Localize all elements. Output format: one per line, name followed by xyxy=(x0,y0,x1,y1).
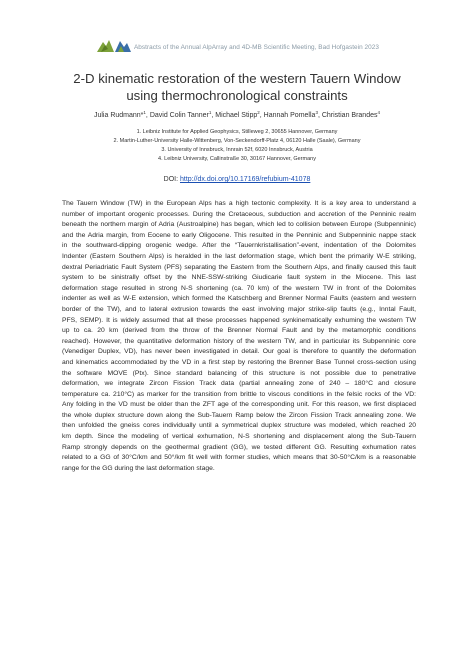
abstract-line: border of the TW), and to lateral extrusion towards the east involving major strike-slip faults (e.g., Inntal Fault, xyxy=(62,305,416,313)
page-title xyxy=(0,70,474,104)
abstract-line: indenter as well as W-E extension, which formed the Katschberg and Brenner Normal Faults (eastern and western xyxy=(62,295,416,303)
abstract-line: reached). However, the quantitative deformation history of the western TW, and in particular its Subpenninic core xyxy=(62,337,416,345)
abstract-line: dextral Periadriatic Fault System (PFS) separating the Eastern from the Southern Alps, and finally caused this fault xyxy=(62,263,416,271)
author-name: Hannah Pomella xyxy=(263,112,316,119)
abstract-line: Any folding in the VD must be older than the ZFT age of the corresponding unit. For this reason, we first displaced xyxy=(62,401,416,409)
author-affil-mark: 2 xyxy=(257,110,260,115)
doi-link[interactable]: http://dx.doi.org/10.17169/refubium-41078 xyxy=(179,176,311,183)
affiliation-item: 3. University of Innsbruck, Innrain 52f, 6020 Innsbruck, Austria xyxy=(161,147,313,154)
abstract-line: km depth. Since the modeling of vertical exhumation, N-S shortening and displacement along the Sub-Tauern xyxy=(62,433,416,441)
abstract-line: Ramp strongly depends on the geothermal gradient (GG), we tested different GG. Resulting exhumation rates xyxy=(62,443,416,451)
abstract-line: and kinematics accommodated by the VD in a first step by restoring the Brenner Base Tunnel cross-section using xyxy=(62,358,416,366)
header-text: Abstracts of the Annual AlpArray and 4D-MB Scientific Meeting, Bad Hofgastein 2023 xyxy=(134,44,379,51)
author-affil-mark: 1 xyxy=(208,110,212,115)
affiliations xyxy=(0,128,474,164)
conference-logos-icon xyxy=(96,34,132,54)
abstract-line: deformation stage resulted in strong N-S shortening (ca. 70 km) of the western TW in front of the Dolomites xyxy=(62,284,416,292)
abstract-line: deformation, we integrate Zircon Fission Track data (partial annealing zone of 240 – 180°C and closure xyxy=(62,380,416,388)
abstract-line: and the Adria margin, from Eocene to early Oligocene. This resulted in the Penninic and Subpenninic nappe stack xyxy=(62,231,416,239)
abstract-line: The Tauern Window (TW) in the European Alps has a high tectonic complexity. It is a key area to understand a xyxy=(62,200,416,207)
abstract-line: range for the GG during the last deformation stage. xyxy=(62,464,215,472)
abstract-line: system to be sinistrally offset by the NNE-SSW-striking Giudicarie fault system in the Miocene. This last xyxy=(62,274,416,282)
abstract-line: PFS, SEMP). It is widely assumed that all these processes happened synkinematically exhuming the western TW xyxy=(62,316,416,324)
abstract-line: number of important orogenic processes. During the Cretaceous, subduction and accretion of the Penninic realm xyxy=(62,210,416,218)
abstract-line: related to a GG of 30°C/km and 50°/km fit well with former studies, which means that 30-50°C/km is a reasonable xyxy=(62,454,416,462)
author-name: Michael Stipp xyxy=(215,112,258,119)
abstract-line: up to ca. 20 km (derived from the throw of the Brenner Normal Fault and by the metamorphic conditions xyxy=(62,327,416,335)
abstract-line: (Venediger Duplex, VD), has never been investigated in detail. Our goal is therefore to quantify the deformation xyxy=(62,348,416,356)
title-line-1: 2-D kinematic restoration of the western Tauern Window xyxy=(73,71,401,86)
abstract-line: temperature ca. 210°C) as marker for the transition from brittle to viscous conditions in the felsic rocks of the VD: xyxy=(62,390,416,398)
title-line-2: using thermochronological constraints xyxy=(126,88,348,103)
doi-label: DOI: xyxy=(163,176,179,183)
author-affil-mark: 4 xyxy=(377,110,380,115)
author-name: David Colin Tanner xyxy=(149,112,209,119)
abstract-line: the software MOVE (Ptx). Since standard balancing of this structure is not possible due to penetrative xyxy=(62,369,416,377)
doi-line xyxy=(0,176,474,183)
author-name: Julia Rudmann* xyxy=(93,112,144,119)
author-name: Christian Brandes xyxy=(321,112,378,119)
affiliation-item: 1. Leibniz Institute for Applied Geophysics, Stilleweg 2, 30655 Hannover, Germany xyxy=(136,129,338,135)
abstract-line: the whole duplex structure down along the Sub-Tauern Ramp below the Zircon Fission Track annealing zone. We xyxy=(62,411,416,419)
abstract-line: beneath the northern margin of Adria (Austroalpine) has began, which led to collision between Europe (Subpenninic) xyxy=(62,221,416,229)
abstract-line: Indenter (Eastern Southern Alps) is heralded in the last deformation stage, which bent the primarily W-E striking, xyxy=(62,252,416,260)
abstract-line: in the southward-dipping orogenic wedge. After the “Tauernkristallisation”-event, indentation of the Dolomites xyxy=(62,242,416,250)
author-list: Julia Rudmann*$^1$, David Colin Tanner$^1$, Michael Stipp$^2$, Hannah Pomella$^3$, Christian Brandes$^4$ xyxy=(93,110,380,119)
author-affil-mark: 3 xyxy=(315,110,318,115)
author-affil-mark: 1 xyxy=(143,110,146,115)
affiliation-item: 2. Martin-Luther-University Halle-Wittenberg, Von-Seckendorff-Platz 4, 06120 Halle (Saale), Germany xyxy=(113,138,361,145)
abstract-body xyxy=(62,199,416,474)
running-header xyxy=(96,38,456,60)
abstract-line: then unfolded the gneiss cores individually until a symmetrical duplex structure was modeled, which reached 20 xyxy=(62,422,416,430)
affiliation-item: 4. Leibniz University, Callinstraße 30, 30167 Hannover, Germany xyxy=(158,156,316,163)
